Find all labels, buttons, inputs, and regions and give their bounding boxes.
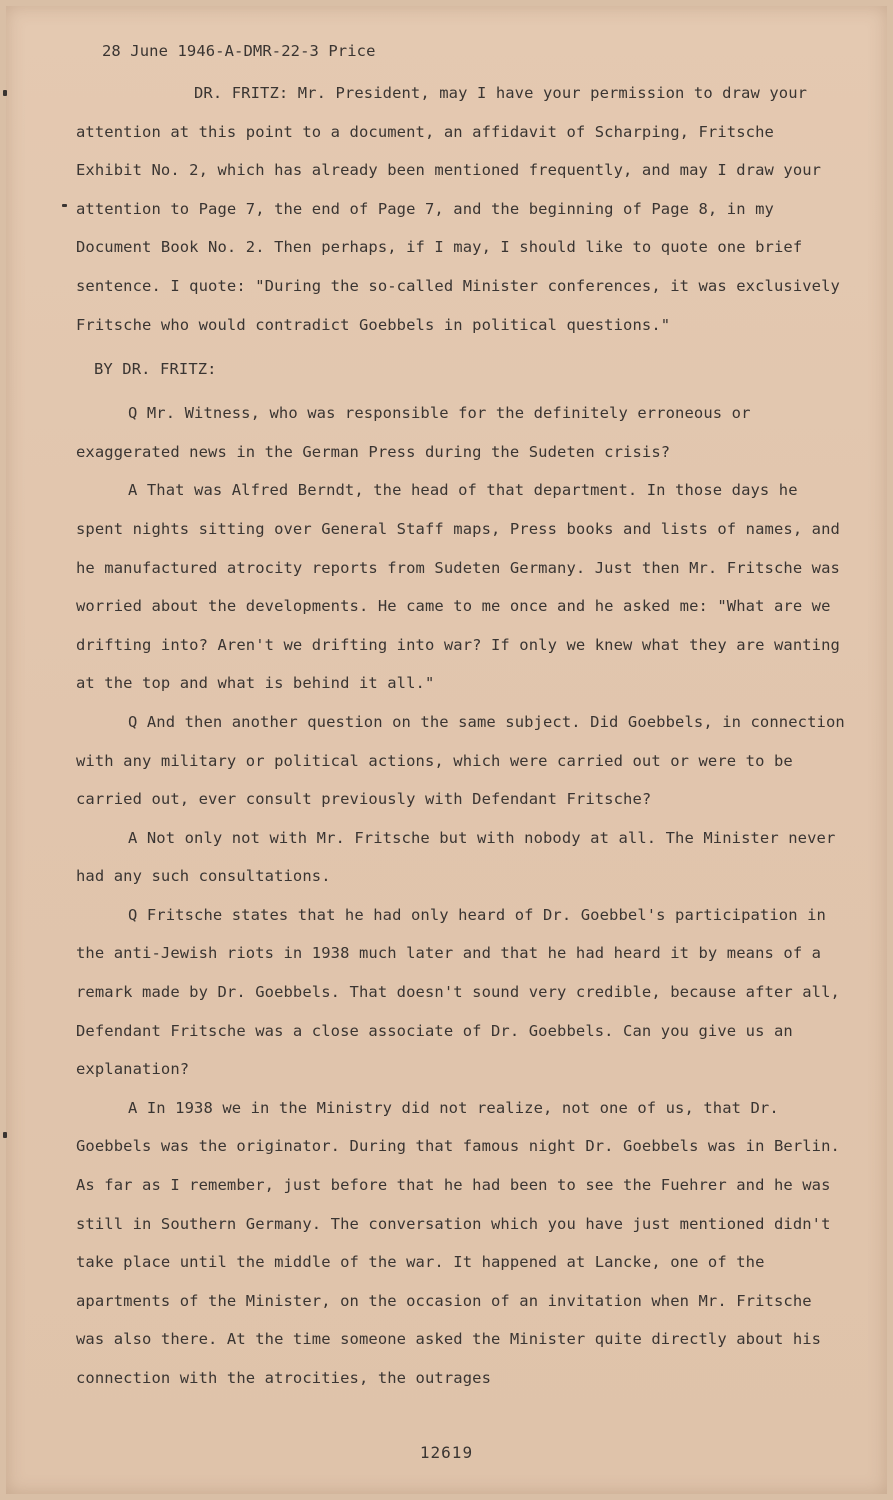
margin-mark: [62, 204, 67, 207]
answer-paragraph: A Not only not with Mr. Fritsche but with nobody at all. The Minister never had any such consultations.: [76, 828, 836, 886]
page-header: 28 June 1946-A-DMR-22-3 Price: [102, 42, 376, 60]
question-paragraph: Q Fritsche states that he had only heard of Dr. Goebbel's participation in the anti-Jewish riots in 1938 much later and that he had heard it by means of a remark made by Dr. Goebbels. That doesn't sound very credible, because after all, Defendant Fritsche was a close associate of Dr. Goebbels. Can you give us an explanation?: [76, 905, 840, 1079]
question-paragraph: Q And then another question on the same subject. Did Goebbels, in connection with any military or political actions, which were carried out or were to be carried out, ever consult previously with Defendant Fritsche?: [76, 712, 845, 809]
answer-paragraph: A That was Alfred Berndt, the head of that department. In those days he spent nights sitting over General Staff maps, Press books and lists of names, and he manufactured atrocity reports from Sudeten Germany. Just then Mr. Fritsche was worried about the developments. He came to me once and he asked me: "What are we drifting into? Aren't we drifting into war? If only we knew what they are wanting at the top and what is behind it all.": [76, 481, 840, 693]
by-line: BY DR. FRITZ:: [94, 360, 217, 379]
document-body: [76, 38, 846, 1398]
question-paragraph: Q Mr. Witness, who was responsible for the definitely erroneous or exaggerated news in the German Press during the Sudeten crisis?: [76, 404, 751, 461]
margin-hole-mark: [3, 1132, 7, 1138]
paragraph-fritz-statement: DR. FRITZ: Mr. President, may I have your permission to draw your attention at this point to a document, an affidavit of Scharping, Fritsche Exhibit No. 2, which has already been mentioned frequently, and may I draw your attention to Page 7, the end of Page 7, and the beginning of Page 8, in my Document Book No. 2. Then perhaps, if I may, I should like to quote one brief sentence. I quote: "During the so-called Minister conferences, it was exclusively Fritsche who would contradict Goebbels in political questions.": [76, 84, 840, 334]
page-number: 12619: [419, 1443, 474, 1462]
margin-hole-mark: [3, 90, 7, 96]
document-page: [6, 6, 887, 1494]
answer-paragraph: A In 1938 we in the Ministry did not realize, not one of us, that Dr. Goebbels was the originator. During that famous night Dr. Goebbels was in Berlin. As far as I remember, just before that he had been to see the Fuehrer and he was still in Southern Germany. The conversation which you have just mentioned didn't take place until the middle of the war. It happened at Lancke, one of the apartments of the Minister, on the occasion of an invitation when Mr. Fritsche was also there. At the time someone asked the Minister quite directly about his connection with the atrocities, the outrages: [76, 1098, 840, 1387]
